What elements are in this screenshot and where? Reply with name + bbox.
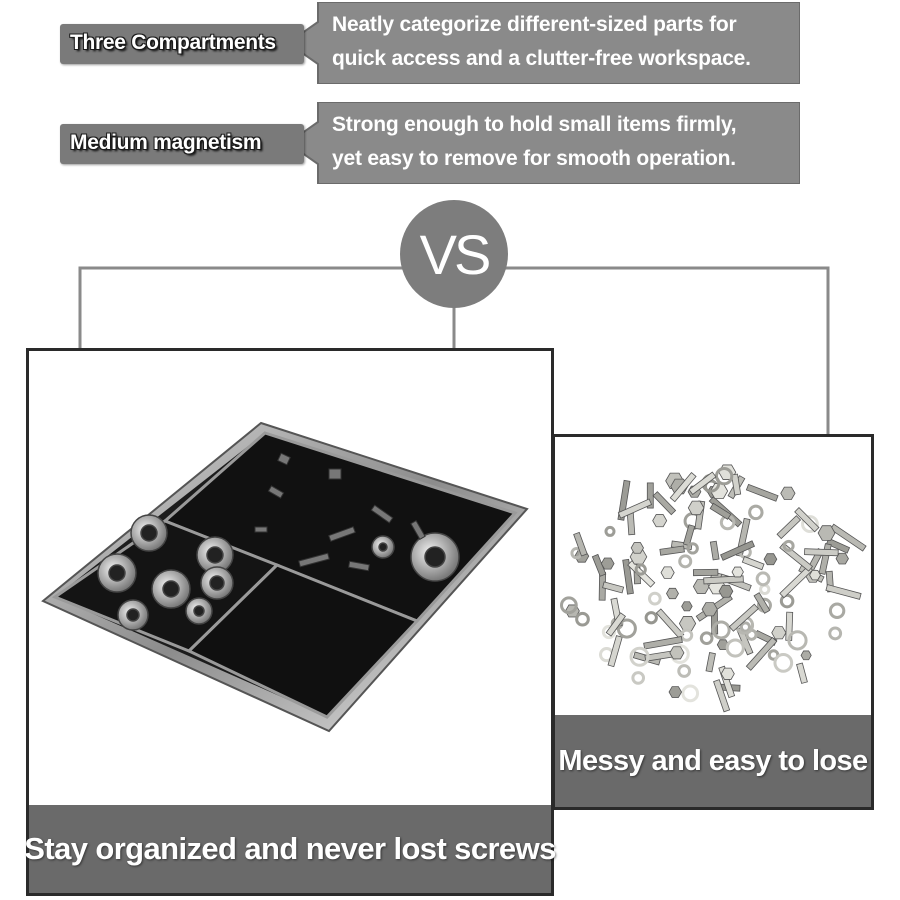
- hardware-piece: [784, 541, 793, 550]
- feature-label: Medium magnetism: [70, 131, 262, 154]
- hardware-piece: [757, 573, 769, 585]
- feature-description: [332, 8, 792, 76]
- hardware-piece: [710, 541, 719, 560]
- hardware-piece: [830, 628, 841, 639]
- hardware-piece: [680, 556, 691, 567]
- hardware-piece: [688, 544, 697, 553]
- messy-parts-panel: [552, 434, 874, 810]
- hardware-piece: [603, 582, 624, 593]
- hardware-piece: [646, 613, 656, 623]
- hardware-piece: [669, 687, 682, 698]
- hardware-piece: [574, 532, 587, 556]
- feature-label: Three Compartments: [70, 31, 276, 54]
- feature-row-compartments: [60, 2, 800, 84]
- hardware-piece: [750, 506, 762, 518]
- hardware-piece: [721, 668, 734, 679]
- hardware-piece: [679, 666, 690, 677]
- feature-description: [332, 108, 792, 176]
- hardware-piece: [819, 544, 831, 575]
- right-caption: Messy and easy to lose: [558, 744, 868, 777]
- hardware-piece: [719, 585, 733, 597]
- hardware-piece: [772, 627, 786, 639]
- magnetic-tray-image: [29, 351, 551, 805]
- hardware-piece: [830, 604, 843, 617]
- hardware-piece: [577, 613, 589, 625]
- hardware-piece: [660, 546, 685, 555]
- hardware-piece: [706, 653, 715, 672]
- hardware-piece: [670, 647, 684, 659]
- hardware-piece: [801, 651, 811, 660]
- hardware-piece: [601, 558, 614, 569]
- right-caption-bar: [555, 715, 871, 807]
- hardware-piece: [746, 484, 778, 501]
- hardware-piece: [777, 516, 800, 539]
- feature-label-box: [60, 124, 304, 164]
- hardware-piece: [693, 569, 718, 575]
- hardware-piece: [727, 640, 743, 656]
- left-caption: Stay organized and never lost screws: [24, 831, 556, 866]
- hardware-piece: [661, 567, 674, 578]
- hardware-piece: [797, 663, 808, 683]
- organized-tray-panel: [26, 348, 554, 896]
- hardware-piece: [826, 585, 861, 600]
- feature-label-box: [60, 24, 304, 64]
- hardware-piece: [682, 602, 693, 611]
- hardware-piece: [764, 554, 777, 565]
- hardware-piece: [666, 588, 678, 598]
- hardware-piece: [810, 570, 821, 579]
- hardware-piece: [729, 604, 758, 631]
- hardware-piece: [701, 633, 712, 644]
- hardware-piece: [606, 527, 614, 535]
- vs-badge: [400, 200, 508, 308]
- hardware-piece: [732, 567, 743, 577]
- hardware-piece: [631, 543, 643, 554]
- hardware-piece: [836, 553, 848, 564]
- left-caption-bar: [24, 805, 556, 893]
- hardware-piece: [818, 526, 835, 541]
- feature-description-line: quick access and a clutter-free workspace.: [332, 47, 751, 70]
- feature-row-magnetism: [60, 102, 800, 184]
- hardware-piece: [627, 513, 634, 535]
- hardware-piece: [683, 686, 698, 701]
- hardware-piece: [649, 593, 660, 604]
- hardware-piece: [688, 501, 704, 515]
- feature-description-line: yet easy to remove for smooth operation.: [332, 147, 736, 170]
- hardware-piece: [761, 585, 769, 593]
- hardware-piece: [742, 557, 764, 570]
- hardware-piece: [633, 673, 644, 684]
- hardware-piece: [679, 616, 695, 630]
- feature-description-line: Strong enough to hold small items firmly,: [332, 113, 737, 136]
- hardware-piece: [702, 603, 717, 616]
- hardware-piece: [805, 549, 839, 556]
- vs-label: VS: [419, 222, 489, 286]
- feature-description-line: Neatly categorize different-sized parts for: [332, 13, 737, 36]
- hardware-piece: [775, 655, 792, 672]
- hardware-piece: [781, 487, 795, 499]
- hardware-piece: [653, 515, 667, 527]
- loose-screws-pile-image: [555, 447, 871, 715]
- hardware-piece: [746, 637, 776, 670]
